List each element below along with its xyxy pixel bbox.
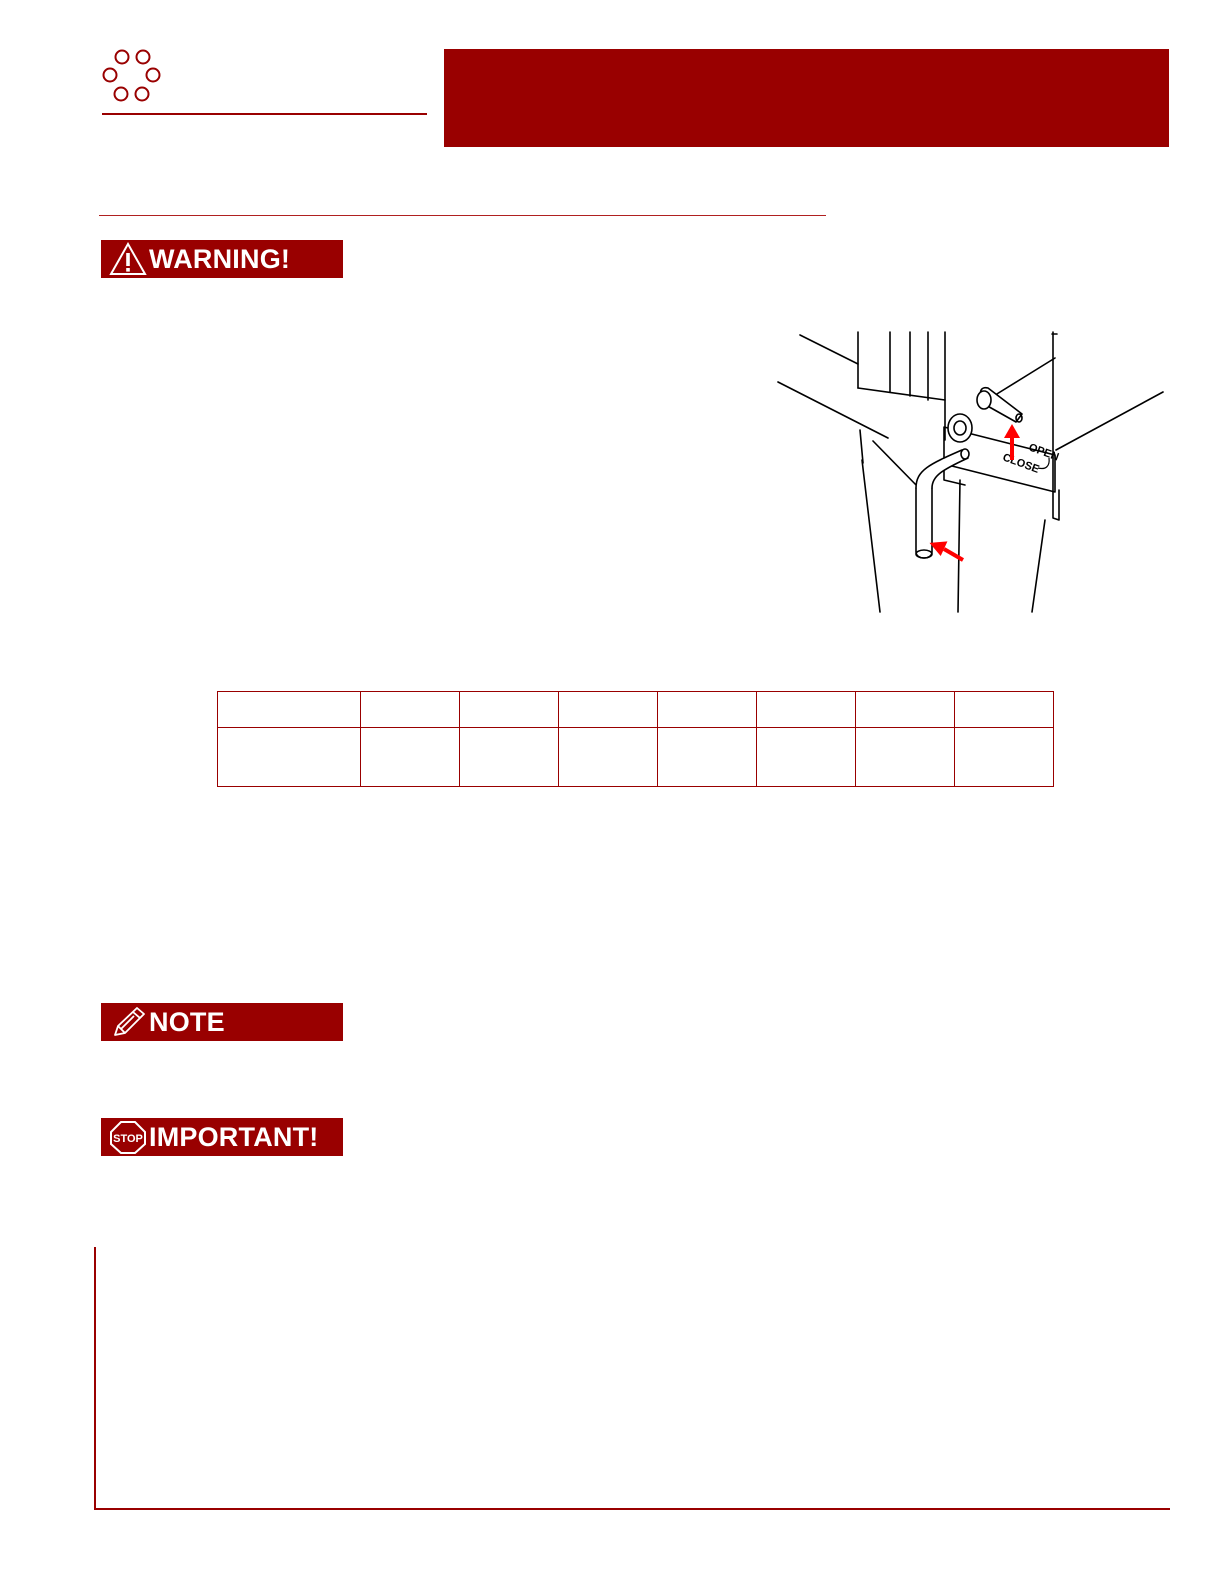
table-cell xyxy=(218,728,361,787)
stop-sign-icon xyxy=(109,1119,149,1155)
warning-triangle-icon xyxy=(109,241,149,277)
important-label: IMPORTANT! xyxy=(149,1121,319,1152)
table-cell xyxy=(361,692,460,728)
footer-frame-horizontal xyxy=(94,1508,1170,1510)
note-callout xyxy=(101,1003,343,1041)
table-cell xyxy=(757,692,856,728)
important-callout xyxy=(101,1118,343,1156)
table-cell xyxy=(856,728,955,787)
valve-figure xyxy=(770,330,1170,615)
table-cell xyxy=(361,728,460,787)
header-bar xyxy=(444,49,1169,147)
footer-frame-vertical xyxy=(94,1247,96,1510)
logo-underline xyxy=(102,113,427,115)
spec-table xyxy=(217,691,1054,787)
stop-sign-text: STOP xyxy=(113,1133,143,1145)
table-cell xyxy=(658,692,757,728)
table-cell xyxy=(460,692,559,728)
table-cell xyxy=(559,692,658,728)
pencil-icon xyxy=(109,1004,149,1040)
table-row xyxy=(218,728,1054,787)
plate-close-label: CLOSE xyxy=(1000,451,1041,476)
warning-label: WARNING! xyxy=(149,243,291,274)
table-row xyxy=(218,692,1054,728)
plate-open-label: OPEN xyxy=(1026,441,1061,464)
table-cell xyxy=(955,728,1054,787)
section-divider xyxy=(99,215,826,216)
arrow-left-icon xyxy=(930,541,963,560)
table-cell xyxy=(218,692,361,728)
note-label: NOTE xyxy=(149,1006,225,1037)
logo-icon xyxy=(100,48,164,104)
table-cell xyxy=(658,728,757,787)
table-cell xyxy=(559,728,658,787)
table-cell xyxy=(856,692,955,728)
table-cell xyxy=(955,692,1054,728)
table-cell xyxy=(460,728,559,787)
table-cell xyxy=(757,728,856,787)
warning-callout xyxy=(101,240,343,278)
